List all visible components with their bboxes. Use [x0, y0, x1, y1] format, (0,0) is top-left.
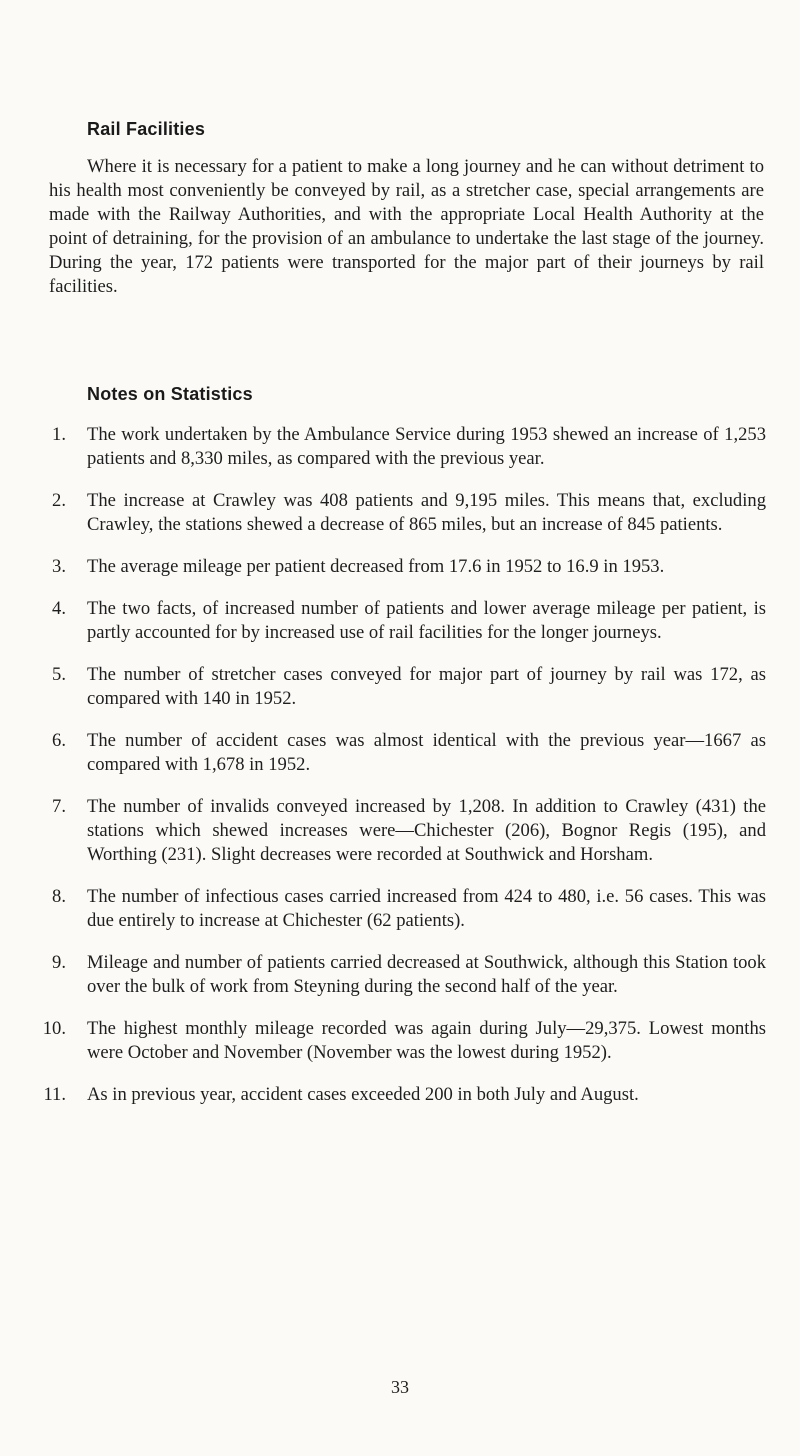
note-item [36, 423, 766, 471]
note-number: 9. [52, 952, 66, 973]
note-text: The increase at Crawley was 408 patients and 9,195 miles. This means that, excluding Crawley, the stations shewed a decrease of 865 miles, but an increase of 845 patients. [87, 490, 766, 535]
note-number: 2. [52, 490, 66, 511]
note-number: 10. [42, 1018, 66, 1039]
note-text: The number of invalids conveyed increased by 1,208. In addition to Crawley (431) the stations which shewed increases were—Chichester (206), Bognor Regis (195), and Worthing (231). Slight decreases were recorded at Southwick and Horsham. [87, 796, 766, 865]
rail-facilities-paragraph: Where it is necessary for a patient to make a long journey and he can without detriment to his health most conveniently be conveyed by rail, as a stretcher case, special arrangements are made with the Railway Authorities, and with the appropriate Local Health Authority at the point of detraining, for the provision of an ambulance to undertake the last stage of the journey. During the year, 172 patients were transported for the major part of their journeys by rail facilities. [49, 156, 764, 297]
note-text: The work undertaken by the Ambulance Service during 1953 shewed an increase of 1,253 patients and 8,330 miles, as compared with the previous year. [87, 424, 766, 469]
note-item [36, 597, 766, 645]
notes-list [36, 423, 766, 1125]
note-item [36, 555, 766, 579]
note-number: 5. [52, 664, 66, 685]
notes-on-statistics-heading: Notes on Statistics [87, 384, 253, 404]
note-item [36, 885, 766, 933]
note-item [36, 1017, 766, 1065]
note-number: 8. [52, 886, 66, 907]
note-item [36, 1083, 766, 1107]
note-text: The highest monthly mileage recorded was again during July—29,375. Lowest months were October and November (November was the lowest during 1952). [87, 1018, 766, 1063]
note-number: 11. [43, 1084, 66, 1105]
note-number: 6. [52, 730, 66, 751]
note-number: 3. [52, 556, 66, 577]
note-text: The number of accident cases was almost identical with the previous year—1667 as compared with 1,678 in 1952. [87, 730, 766, 775]
note-text: The average mileage per patient decreased from 17.6 in 1952 to 16.9 in 1953. [87, 556, 665, 577]
note-item [36, 729, 766, 777]
note-item [36, 795, 766, 867]
note-text: The number of stretcher cases conveyed for major part of journey by rail was 172, as compared with 140 in 1952. [87, 664, 766, 709]
note-text: Mileage and number of patients carried decreased at Southwick, although this Station took over the bulk of work from Steyning during the second half of the year. [87, 952, 766, 997]
page-number: 33 [391, 1377, 409, 1397]
note-text: As in previous year, accident cases exceeded 200 in both July and August. [87, 1084, 639, 1105]
note-text: The number of infectious cases carried increased from 424 to 480, i.e. 56 cases. This was due entirely to increase at Chichester (62 patients). [87, 886, 766, 931]
note-number: 7. [52, 796, 66, 817]
rail-facilities-heading: Rail Facilities [87, 119, 206, 139]
note-number: 4. [52, 598, 66, 619]
note-item [36, 663, 766, 711]
note-item [36, 489, 766, 537]
note-number: 1. [52, 424, 66, 445]
note-text: The two facts, of increased number of patients and lower average mileage per patient, is partly accounted for by increased use of rail facilities for the longer journeys. [87, 598, 766, 643]
note-item [36, 951, 766, 999]
